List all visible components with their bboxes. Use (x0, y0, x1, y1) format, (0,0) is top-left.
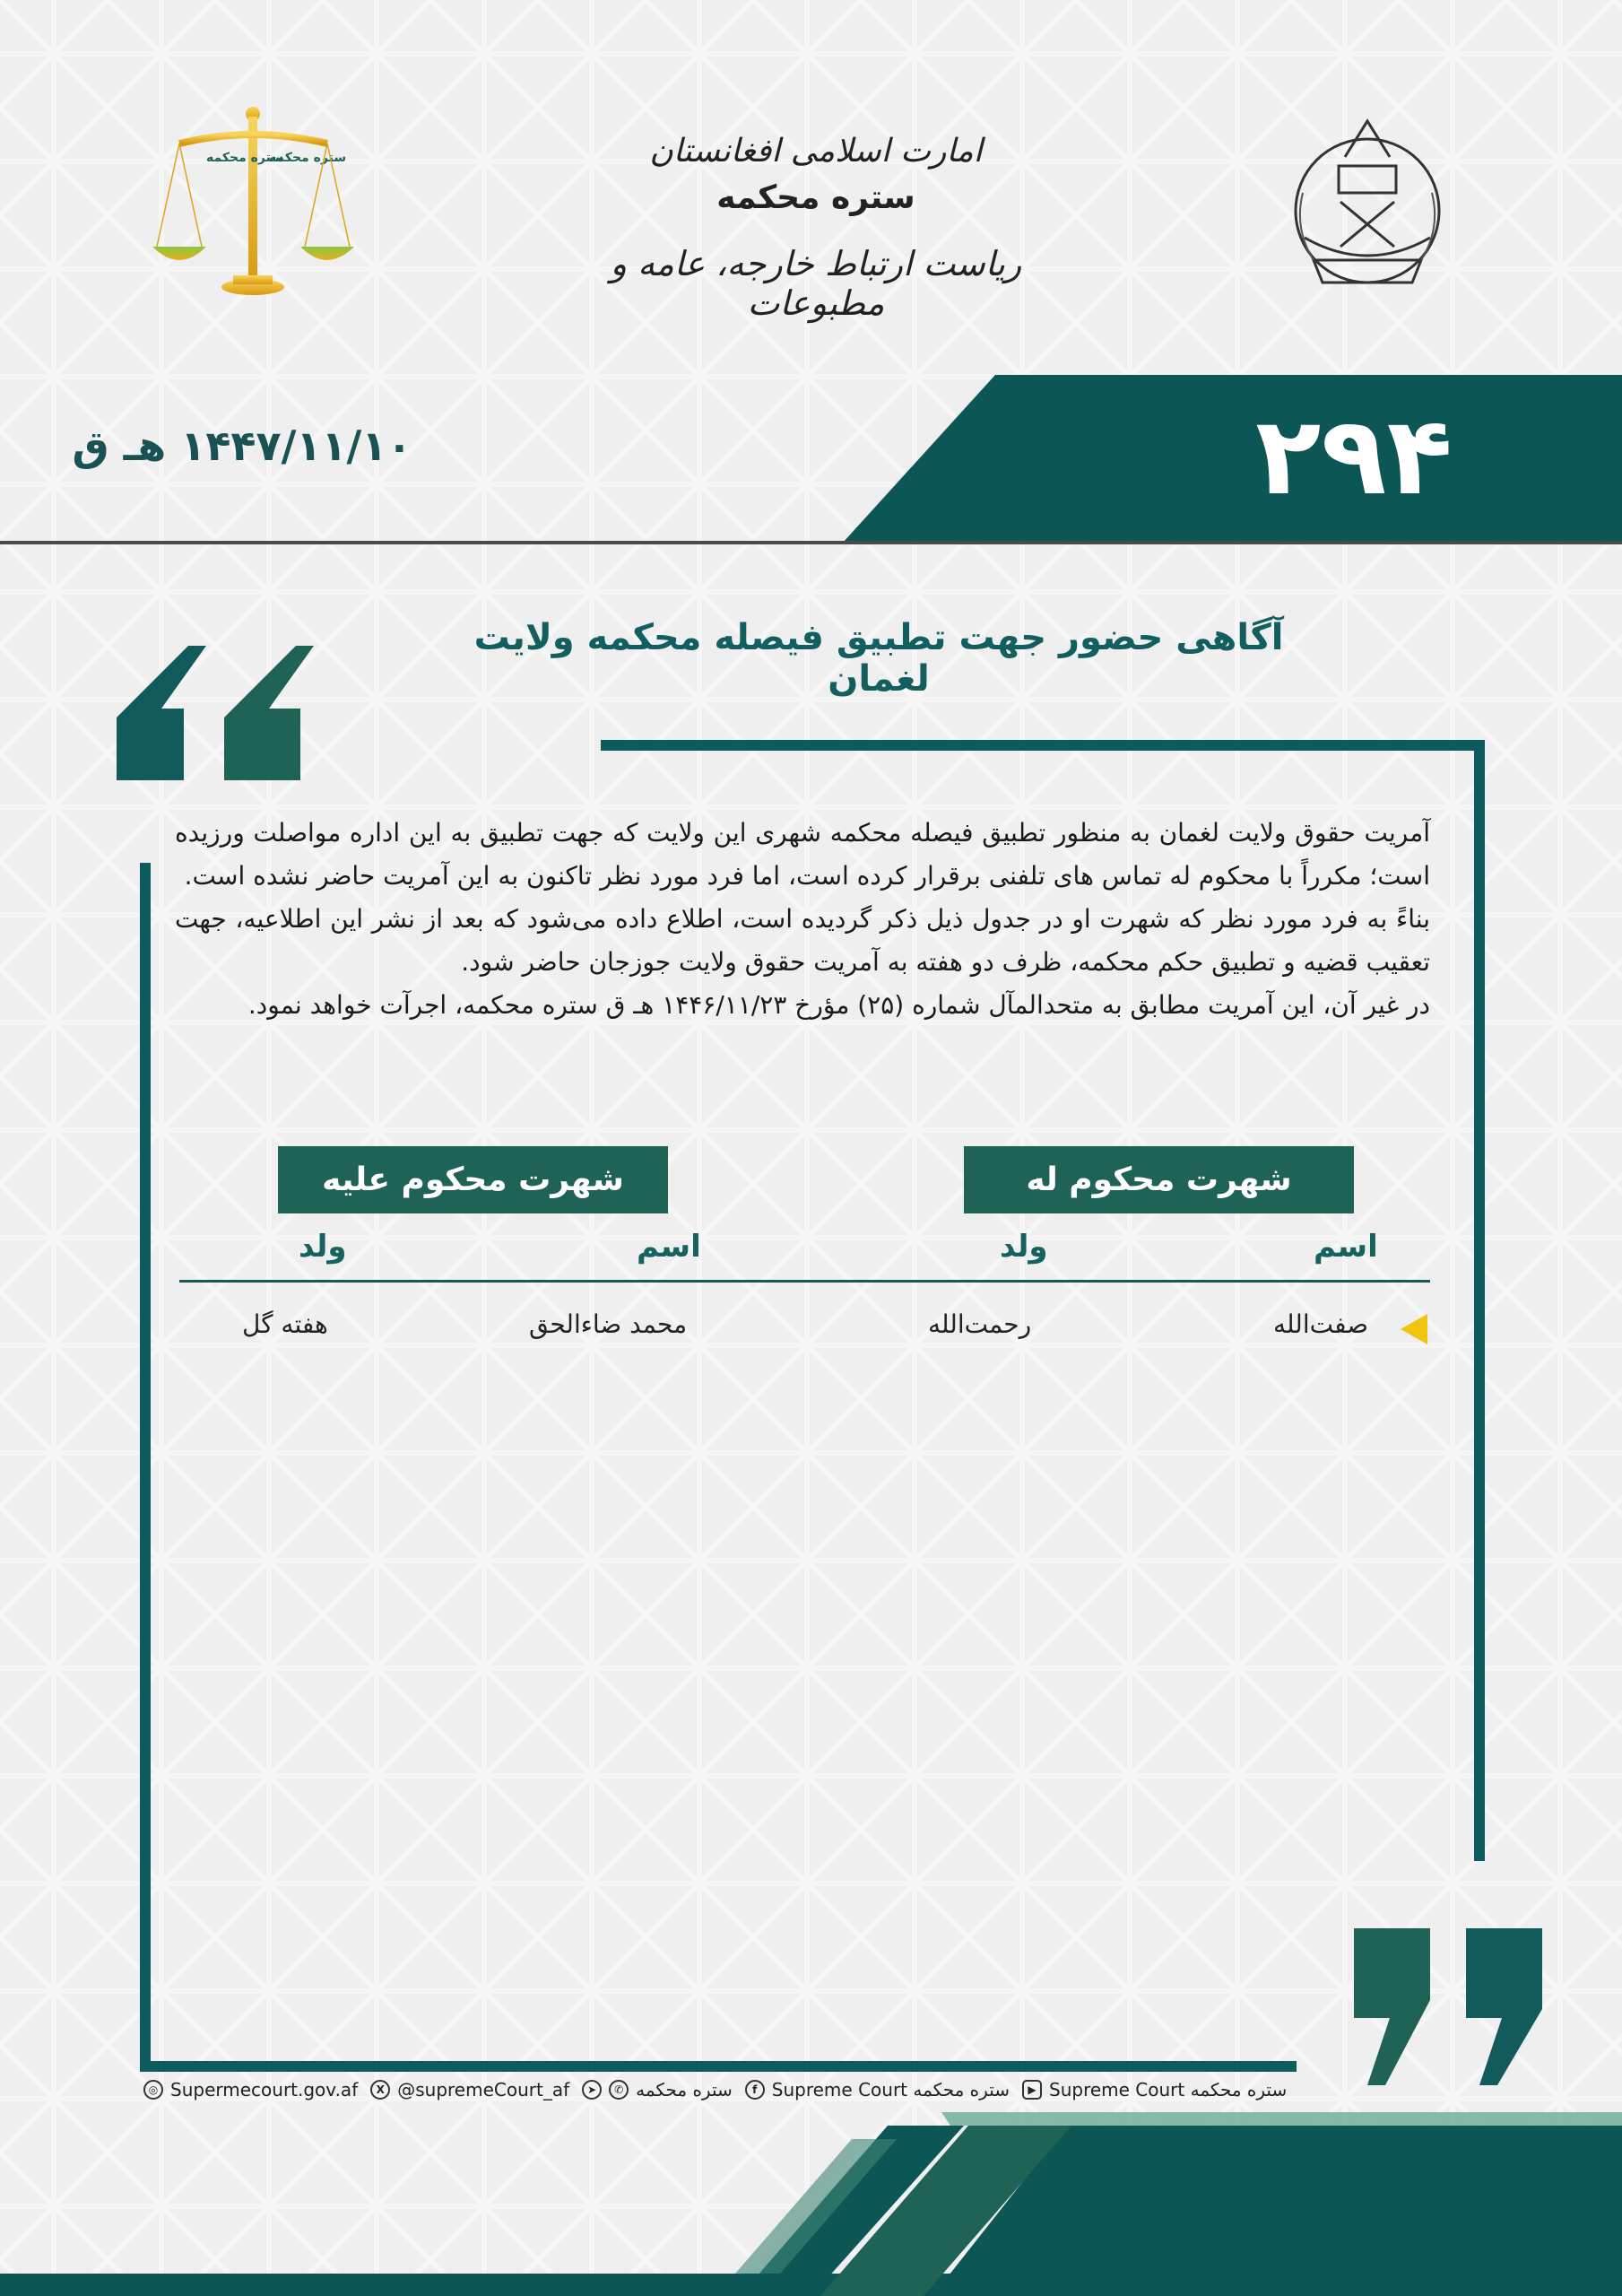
facebook-link[interactable]: f ستره محکمه Supreme Court (745, 2079, 1010, 2100)
svg-text:ستره محکمه: ستره محکمه (206, 151, 284, 165)
header-divider (0, 541, 1622, 544)
frame-border-right (1474, 740, 1485, 1861)
header-court-name: ستره محکمه (716, 179, 915, 216)
notice-date: ۱۴۴۷/۱۱/۱۰ هـ ق (72, 422, 412, 470)
body-paragraph-3: در غیر آن، این آمریت مطابق به متحدالمآل شماره (۲۵) مؤرخ ۱۴۴۶/۱۱/۲۳ هـ ق ستره محکمه، اجرآت خواهد نمود. (247, 990, 1430, 1020)
svg-text:ستره محکمه: ستره محکمه (269, 151, 347, 165)
col-for-name: اسم (1314, 1229, 1378, 1265)
notice-number: ۲۹۴ (1255, 395, 1453, 519)
header-department-name: ریاست ارتباط خارجه، عامه و مطبوعات (610, 244, 1022, 323)
table-divider (179, 1280, 1430, 1283)
telegram-whatsapp-link[interactable]: ➤ ✆ ستره محکمه (582, 2079, 733, 2100)
col-against-father: ولد (299, 1229, 347, 1265)
bottom-decorative-band (0, 2112, 1622, 2296)
notice-body (175, 812, 1430, 1027)
document-title: آگاهی حضور جهت تطبیق فیصله محکمه ولایت لغمان (473, 617, 1284, 700)
globe-icon: ◎ (143, 2080, 163, 2100)
body-paragraph-2: بناءً به فرد مورد نظر که شهرت او در جدول ذیل ذکر گردیده است، اطلاع داده می‌شود که بعد از نشر این اطلاعیه، جهت تعقیب قضیه و تطبیق حکم محکمه، ظرف دو هفته به آمریت حقوق ولایت جوزجان حاضر شود. (175, 904, 1430, 977)
col-for-father: ولد (1000, 1229, 1048, 1265)
close-quote-icon (1354, 1928, 1547, 2090)
row-bullet-icon (1401, 1314, 1427, 1344)
col-against-name: اسم (637, 1229, 701, 1265)
website-link[interactable]: ◎ Supermecourt.gov.af (143, 2079, 358, 2100)
youtube-icon: ▶ (1022, 2080, 1042, 2100)
cell-for-father: رحمت‌الله (928, 1309, 1032, 1339)
youtube-link[interactable]: ▶ ستره محکمه Supreme Court (1022, 2079, 1287, 2100)
header-emirate-name: امارت اسلامی افغانستان (649, 133, 983, 170)
cell-against-father: هفته گل (242, 1309, 328, 1339)
header-for-party: شهرت محکوم له (964, 1146, 1354, 1213)
telegram-icon: ➤ (582, 2080, 602, 2100)
facebook-icon: f (745, 2080, 765, 2100)
scales-of-justice-logo (152, 103, 354, 305)
frame-border-bottom (140, 2061, 1297, 2072)
body-paragraph-1: آمریت حقوق ولایت لغمان به منظور تطبیق فیصله محکمه شهری این ولایت که جهت تطبیق به این اداره مواصلت ورزیده است؛ مکرراً با محکوم له تماس های تلفنی برقرار کرده است، اما فرد مورد نظر تاکنون به این آمریت حاضر نشده است. (175, 818, 1430, 891)
cell-for-name: صفت‌الله (1273, 1309, 1369, 1339)
x-link[interactable]: X @supremeCourt_af (370, 2079, 569, 2100)
cell-against-name: محمد ضاءالحق (529, 1309, 688, 1339)
footer-social-links (143, 2072, 1288, 2108)
header-against-party: شهرت محکوم علیه (278, 1146, 668, 1213)
emirate-emblem-logo (1269, 103, 1466, 305)
frame-border-top (601, 740, 1485, 751)
x-icon: X (370, 2080, 390, 2100)
frame-border-left (140, 863, 151, 2072)
whatsapp-icon: ✆ (609, 2080, 629, 2100)
open-quote-icon (117, 646, 323, 807)
